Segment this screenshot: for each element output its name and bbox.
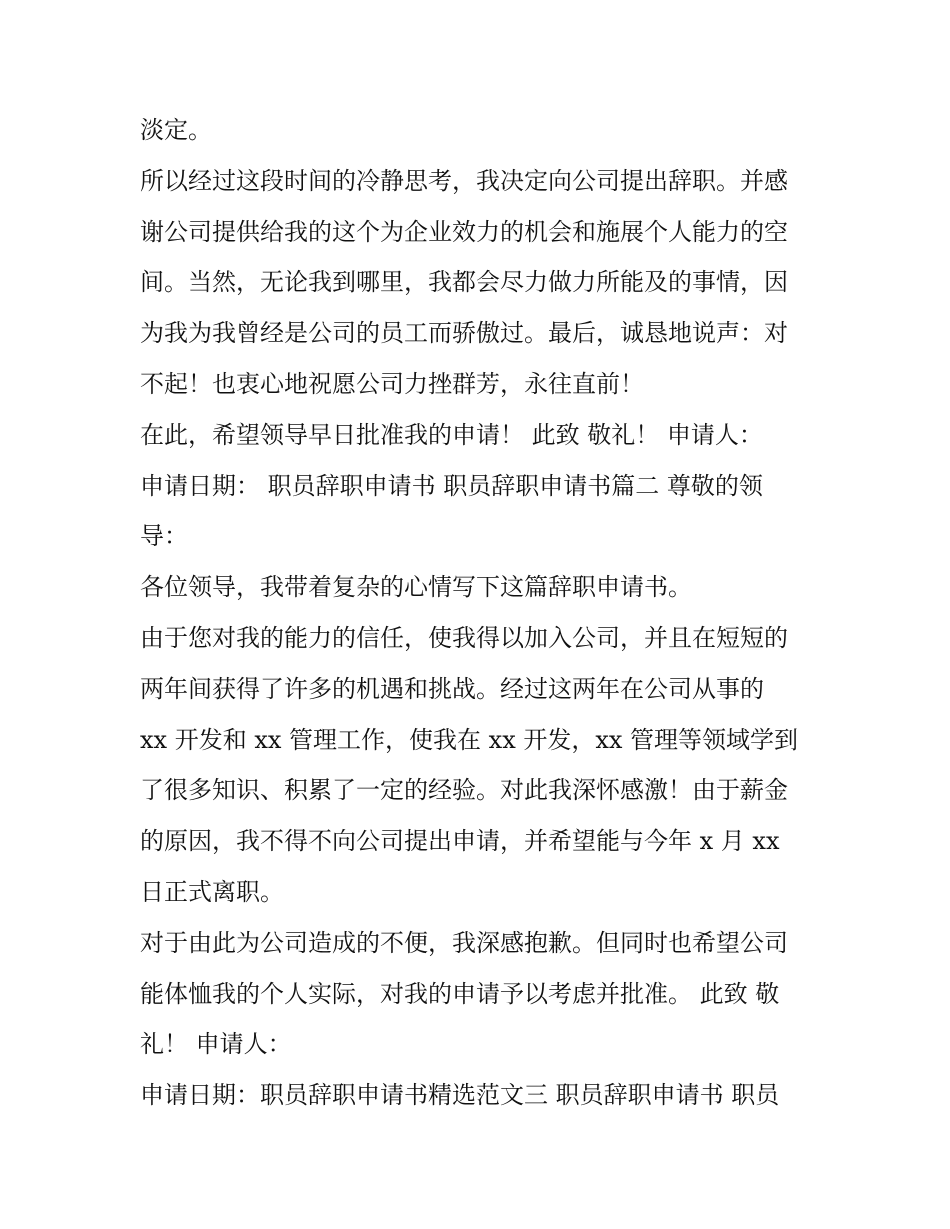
text-line: 两年间获得了许多的机遇和挑战。经过这两年在公司从事的 [140, 674, 764, 703]
text-line: 不起！也衷心地祝愿公司力挫群芳，永往直前！ [140, 369, 644, 398]
document-body [140, 105, 820, 1121]
text-line: xx 开发和 xx 管理工作，使我在 xx 开发，xx 管理等领域学到 [140, 725, 799, 754]
text-line: 间。当然，无论我到哪里，我都会尽力做力所能及的事情，因 [140, 268, 788, 297]
text-line: 礼！ 申请人： [140, 1030, 292, 1059]
text-line: 各位领导，我带着复杂的心情写下这篇辞职申请书。 [140, 573, 692, 602]
text-line: 为我为我曾经是公司的员工而骄傲过。最后，诚恳地说声：对 [140, 319, 788, 348]
text-line: 所以经过这段时间的冷静思考，我决定向公司提出辞职。并感 [140, 166, 788, 195]
text-line: 能体恤我的个人实际，对我的申请予以考虑并批准。 此致 敬 [140, 979, 780, 1008]
text-line: 淡定。 [140, 116, 212, 144]
text-line: 了很多知识、积累了一定的经验。对此我深怀感激！由于薪金 [140, 776, 788, 805]
text-line: 对于由此为公司造成的不便，我深感抱歉。但同时也希望公司 [140, 928, 788, 957]
text-line: 由于您对我的能力的信任，使我得以加入公司，并且在短短的 [140, 623, 788, 652]
text-line: 在此，希望领导早日批准我的申请！ 此致 敬礼！ 申请人： [140, 420, 763, 449]
text-line: 申请日期： 职员辞职申请书 职员辞职申请书篇二 尊敬的领 [140, 471, 763, 500]
text-line: 导： [140, 522, 188, 551]
text-line: 申请日期：职员辞职申请书精选范文三 职员辞职申请书 职员 [140, 1081, 780, 1110]
text-line: 谢公司提供给我的这个为企业效力的机会和施展个人能力的空 [140, 217, 788, 246]
text-line: 的原因，我不得不向公司提出申请，并希望能与今年 x 月 xx [140, 827, 780, 856]
text-line: 日正式离职。 [140, 877, 284, 906]
